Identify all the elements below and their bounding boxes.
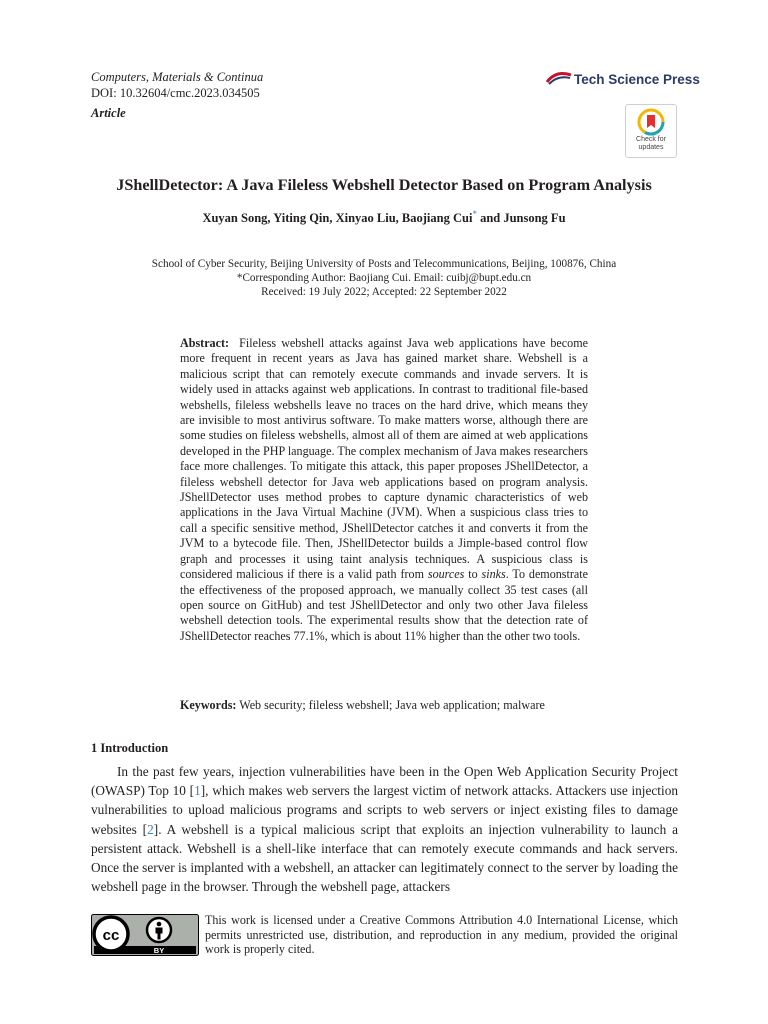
- abstract-label: Abstract:: [180, 336, 230, 350]
- keywords: [180, 698, 600, 713]
- authors-part-1: Xuyan Song, Yiting Qin, Xinyao Liu, Baojiang Cui: [202, 211, 473, 226]
- creative-commons-license-badge[interactable]: [91, 914, 199, 956]
- intro-text-1: In the past few years, injection vulnerabilities have been in the Open Web Application Security Project (OWASP) Top 10 [: [91, 764, 678, 799]
- journal-name: Computers, Materials & Continua: [91, 70, 264, 84]
- intro-text-3: ]. A webshell is a typical malicious script that exploits an injection vulnerability to launch a persistent attack. Webshell is a shell-like interface that can remotely execute commands and hack servers. Once the server is implanted with a webshell, an attacker can legitimately connect to the server by loading the webshell page in the browser. Through the webshell page, attackers: [91, 821, 679, 895]
- publisher-name: Tech Science Press: [574, 71, 700, 87]
- author-list: [0, 209, 768, 226]
- citation-link-1[interactable]: 1: [194, 783, 201, 799]
- citation-link-2[interactable]: 2: [147, 821, 154, 837]
- received-dates: Received: 19 July 2022; Accepted: 22 September 2022: [261, 286, 507, 298]
- authors-part-2: and Junsong Fu: [476, 211, 566, 226]
- publisher-logo[interactable]: [546, 68, 700, 90]
- license-statement: This work is licensed under a Creative Commons Attribution 4.0 International License, which permits unrestricted use, distribution, and reproduction in any medium, provided the original work is properly cited.: [205, 913, 678, 957]
- section-heading-introduction: 1 Introduction: [91, 741, 169, 755]
- corresponding-author-mark[interactable]: *: [472, 209, 477, 219]
- article-type: Article: [91, 106, 126, 120]
- check-for-updates-badge[interactable]: [625, 104, 677, 158]
- doi[interactable]: DOI: 10.32604/cmc.2023.034505: [91, 86, 260, 100]
- corresponding-author: *Corresponding Author: Baojiang Cui. Email: cuibj@bupt.edu.cn: [236, 272, 532, 284]
- cc-icon: [94, 917, 128, 951]
- keywords-text: Web security; fileless webshell; Java web application; malware: [236, 698, 545, 712]
- check-label-2: updates: [638, 144, 664, 151]
- abstract-text-2: to: [464, 567, 482, 582]
- attribution-person-icon: [147, 918, 171, 942]
- cc-by-label: BY: [153, 946, 165, 955]
- check-label-1: Check for: [636, 136, 666, 143]
- affiliation: School of Cyber Security, Beijing University of Posts and Telecommunications, Beijing, 100876, China: [151, 258, 617, 270]
- introduction-paragraph: [91, 762, 678, 896]
- tech-science-press-icon: [546, 69, 572, 89]
- abstract-emphasis-sources: sources: [427, 567, 465, 582]
- keywords-label: Keywords:: [180, 698, 237, 712]
- paper-title: JShellDetector: A Java Fileless Webshell Detector Based on Program Analysis: [116, 176, 652, 194]
- svg-text:cc: cc: [102, 927, 120, 944]
- abstract-text-3: . To demonstrate the effectiveness of the proposed approach, we manually collect 35 test cases (all open source on GitHub) and test JShellDetector and only two other Java fileless webshell detection tools. The experimental results show that the detection rate of JShellDetector reaches 77.1%, which is about 11% higher than the other two tools.: [180, 567, 588, 643]
- intro-text-2: ], which makes web servers the largest victim of network attacks. Attackers use injection vulnerabilities to upload malicious programs and scripts to web servers or inject existing files to damage websites [: [91, 783, 678, 837]
- abstract-emphasis-sinks: sinks: [481, 567, 506, 582]
- bookmark-icon: [637, 108, 665, 136]
- abstract-text-1: Fileless webshell attacks against Java web applications have become more frequent in recent years as Java has gained market share. Webshell is a malicious script that can remotely execute commands and invade servers. It is widely used in attacks against web applications. In contrast to traditional file-based webshells, fileless webshells leave no traces on the hard drive, which means they are invisible to most antivirus software. To make matters worse, although there are some studies on fileless webshells, almost all of them are aimed at web applications developed in the PHP language. The complex mechanism of Java makes researchers face more challenges. To mitigate this attack, this paper proposes JShellDetector, a fileless webshell detector for Java web applications based on program analysis. JShellDetector uses method probes to capture dynamic characteristics of web applications in the Java Virtual Machine (JVM). When a suspicious class tries to call a specific sensitive method, JShellDetector catches it and converts it from the JVM to a bytecode file. Then, JShellDetector builds a Jimple-based control flow graph and processes it using taint analysis techniques. A suspicious class is considered malicious if there is a valid path from: [180, 336, 588, 582]
- abstract: [180, 336, 588, 644]
